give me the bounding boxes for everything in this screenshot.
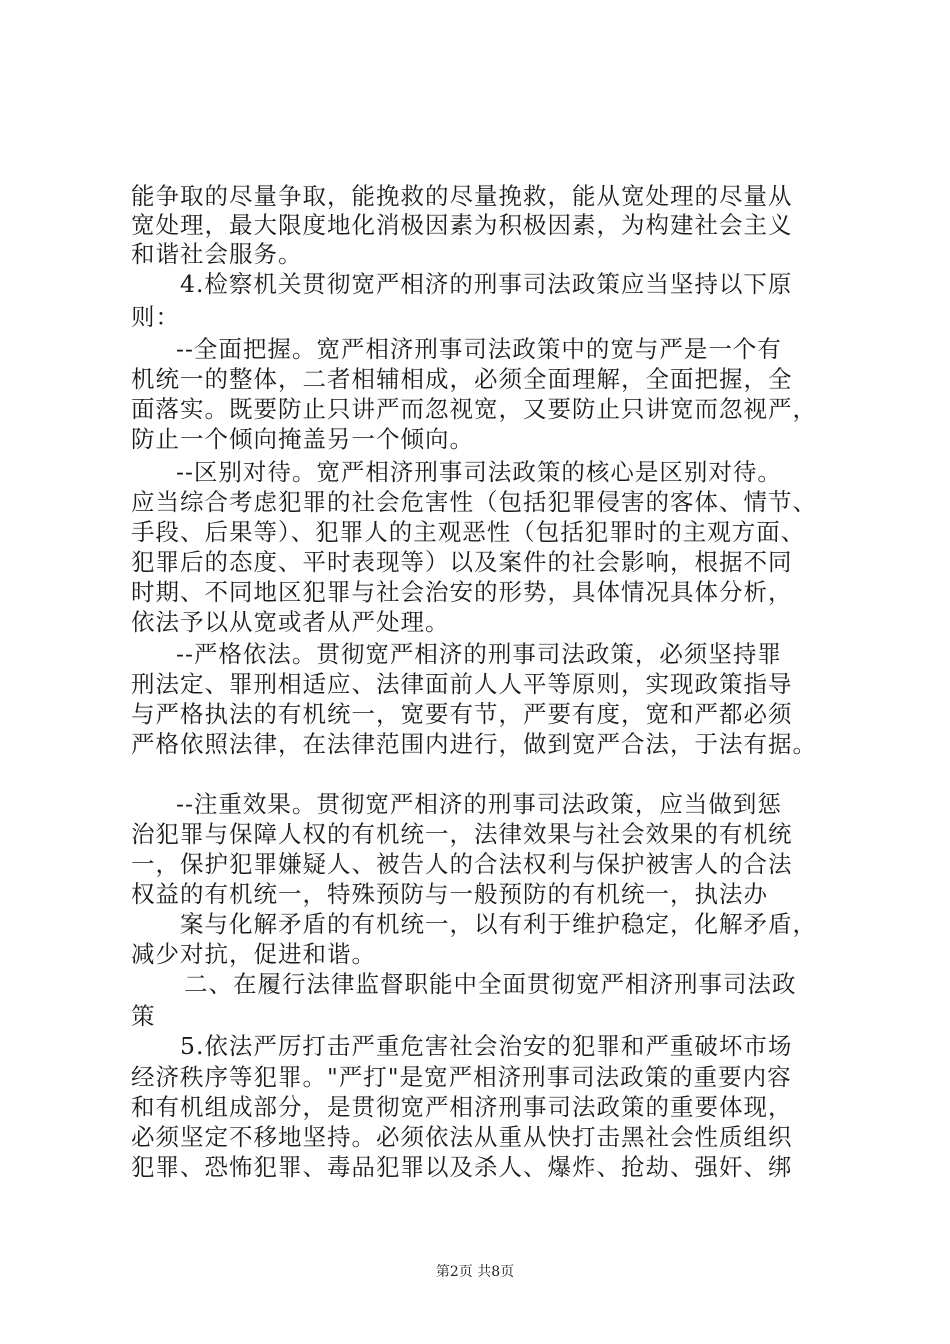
body-text-line: 权益的有机统一，特殊预防与一般预防的有机统一，执法办 [131, 880, 768, 908]
body-text-line: 依法予以从宽或者从严处理。 [131, 608, 450, 636]
body-text-line: --严格依法。贯彻宽严相济的刑事司法政策，必须坚持罪 [176, 640, 782, 668]
body-text-line: 犯罪后的态度、平时表现等）以及案件的社会影响，根据不同 [131, 548, 793, 576]
body-text-line: 治犯罪与保障人权的有机统一，法律效果与社会效果的有机统 [131, 820, 793, 848]
body-text-line: 4.检察机关贯彻宽严相济的刑事司法政策应当坚持以下原 [180, 270, 793, 298]
page-number-footer: 第2页 共8页 [435, 1264, 515, 1280]
body-text-line: 应当综合考虑犯罪的社会危害性（包括犯罪侵害的客体、情节、 [131, 488, 817, 516]
body-text-line: 必须坚定不移地坚持。必须依法从重从快打击黑社会性质组织 [131, 1123, 793, 1151]
body-text-line: 和谐社会服务。 [131, 240, 303, 268]
body-text-line: 能争取的尽量争取，能挽救的尽量挽救，能从宽处理的尽量从 [131, 182, 793, 210]
body-text-line: 刑法定、罪刑相适应、法律面前人人平等原则，实现政策指导 [131, 670, 793, 698]
body-text-line: --全面把握。宽严相济刑事司法政策中的宽与严是一个有 [176, 335, 782, 363]
section-heading-line: 二、在履行法律监督职能中全面贯彻宽严相济刑事司法政 [184, 970, 797, 998]
body-text-line: 机统一的整体，二者相辅相成，必须全面理解，全面把握，全 [131, 365, 793, 393]
body-text-line: 面落实。既要防止只讲严而忽视宽，又要防止只讲宽而忽视严， [131, 395, 817, 423]
body-text-line: 宽处理，最大限度地化消极因素为积极因素，为构建社会主义 [131, 211, 793, 239]
body-text-line: 与严格执法的有机统一，宽要有节，严要有度，宽和严都必须 [131, 700, 793, 728]
body-text-line: 手段、后果等）、犯罪人的主观恶性（包括犯罪时的主观方面、 [131, 518, 806, 546]
body-text-line: 案与化解矛盾的有机统一，以有利于维护稳定，化解矛盾， [180, 910, 817, 938]
body-text-line: 则： [131, 303, 180, 331]
body-text-line: 减少对抗，促进和谐。 [131, 940, 376, 968]
body-text-line: --区别对待。宽严相济刑事司法政策的核心是区别对待。 [176, 458, 782, 486]
body-text-line: 严格依照法律，在法律范围内进行，做到宽严合法，于法有据。 [131, 730, 817, 758]
body-text-line: 防止一个倾向掩盖另一个倾向。 [131, 425, 474, 453]
body-text-line: 犯罪、恐怖犯罪、毒品犯罪以及杀人、爆炸、抢劫、强奸、绑 [131, 1153, 793, 1181]
body-text-line: 和有机组成部分，是贯彻宽严相济刑事司法政策的重要体现， [131, 1093, 793, 1121]
body-text-line: 一，保护犯罪嫌疑人、被告人的合法权利与保护被害人的合法 [131, 850, 793, 878]
body-text-line: 5.依法严厉打击严重危害社会治安的犯罪和严重破坏市场 [180, 1032, 793, 1060]
section-heading-line: 策 [131, 1002, 156, 1030]
body-text-line: 时期、不同地区犯罪与社会治安的形势，具体情况具体分析， [131, 578, 793, 606]
body-text-line: 经济秩序等犯罪。"严打"是宽严相济刑事司法政策的重要内容 [131, 1063, 792, 1091]
body-text-line: --注重效果。贯彻宽严相济的刑事司法政策，应当做到惩 [176, 790, 782, 818]
